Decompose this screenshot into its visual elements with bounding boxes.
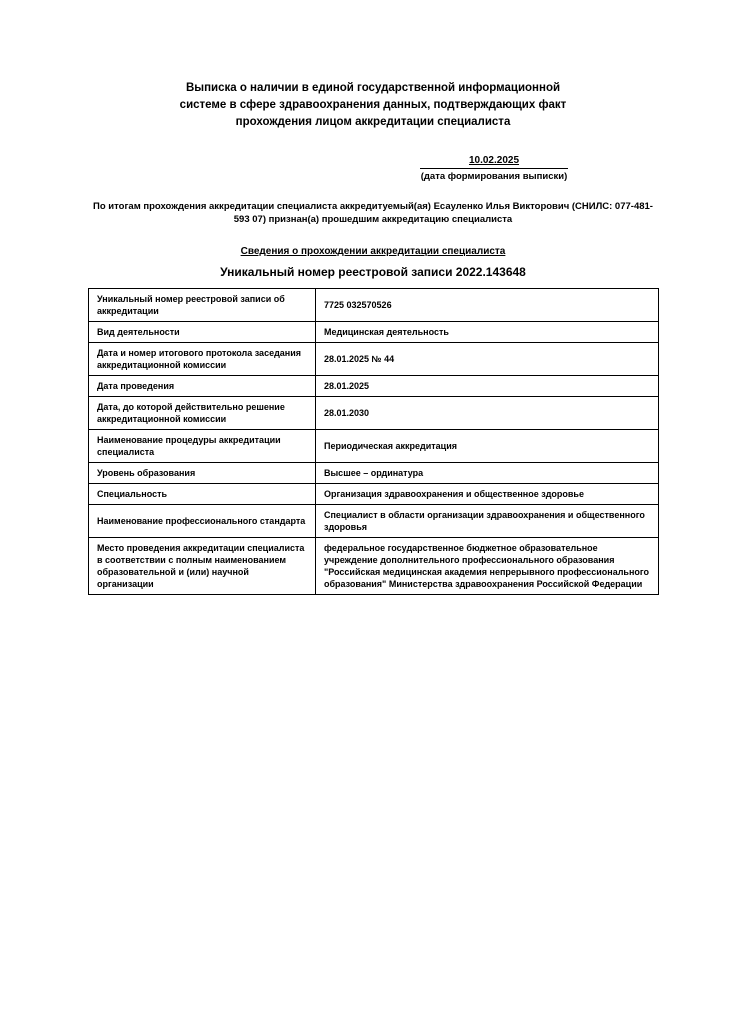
row-value: 28.01.2030 [316, 397, 659, 430]
document-title-line: системе в сфере здравоохранения данных, подтверждающих факт [179, 99, 567, 111]
intro-paragraph [73, 201, 673, 226]
row-value: 28.01.2025 № 44 [316, 343, 659, 376]
document-title-line: Выписка о наличии в единой государственной информационной [185, 82, 561, 94]
row-value: федеральное государственное бюджетное образовательное учреждение дополнительного профессионального образования "Российская медицинская академия непрерывного профессионального образования" Министерства здравоохранения Российской Федерации [316, 538, 659, 595]
table-row [89, 484, 659, 505]
table-row [89, 289, 659, 322]
table-row [89, 463, 659, 484]
table-row [89, 397, 659, 430]
row-label: Дата проведения [89, 376, 316, 397]
row-label: Дата и номер итогового протокола заседания аккредитационной комиссии [89, 343, 316, 376]
row-value: Периодическая аккредитация [316, 430, 659, 463]
row-label: Уникальный номер реестровой записи об аккредитации [89, 289, 316, 322]
section-heading: Сведения о прохождении аккредитации специалиста [240, 246, 506, 257]
extract-date-block [420, 155, 568, 183]
intro-line: 593 07) признан(а) прошедшим аккредитацию специалиста [233, 213, 513, 225]
row-label: Место проведения аккредитации специалиста в соответствии с полным наименованием образовательной и (или) научной организации [89, 538, 316, 595]
row-label: Дата, до которой действительно решение аккредитационной комиссии [89, 397, 316, 430]
table-row [89, 538, 659, 595]
extract-date-caption: (дата формирования выписки) [420, 171, 568, 182]
row-label: Уровень образования [89, 463, 316, 484]
table-row [89, 430, 659, 463]
row-label: Специальность [89, 484, 316, 505]
row-label: Наименование профессионального стандарта [89, 505, 316, 538]
document-title-line: прохождения лицом аккредитации специалиста [235, 116, 511, 128]
row-value: 7725 032570526 [316, 289, 659, 322]
intro-line: По итогам прохождения аккредитации специалиста аккредитуемый(ая) Есауленко Илья Викторович (СНИЛС: 077-481- [93, 201, 653, 212]
extract-date-value: 10.02.2025 [468, 155, 520, 166]
row-value: Специалист в области организации здравоохранения и общественного здоровья [316, 505, 659, 538]
extract-date-line [420, 155, 568, 169]
table-row [89, 505, 659, 538]
registry-number-heading: Уникальный номер реестровой записи 2022.143648 [220, 265, 526, 279]
accreditation-details-table [88, 288, 659, 595]
row-value: 28.01.2025 [316, 376, 659, 397]
table-row [89, 376, 659, 397]
row-label: Вид деятельности [89, 322, 316, 343]
row-label: Наименование процедуры аккредитации специалиста [89, 430, 316, 463]
document-title [113, 80, 633, 131]
row-value: Высшее – ординатура [316, 463, 659, 484]
row-value: Медицинская деятельность [316, 322, 659, 343]
row-value: Организация здравоохранения и общественное здоровье [316, 484, 659, 505]
table-row [89, 322, 659, 343]
table-row [89, 343, 659, 376]
